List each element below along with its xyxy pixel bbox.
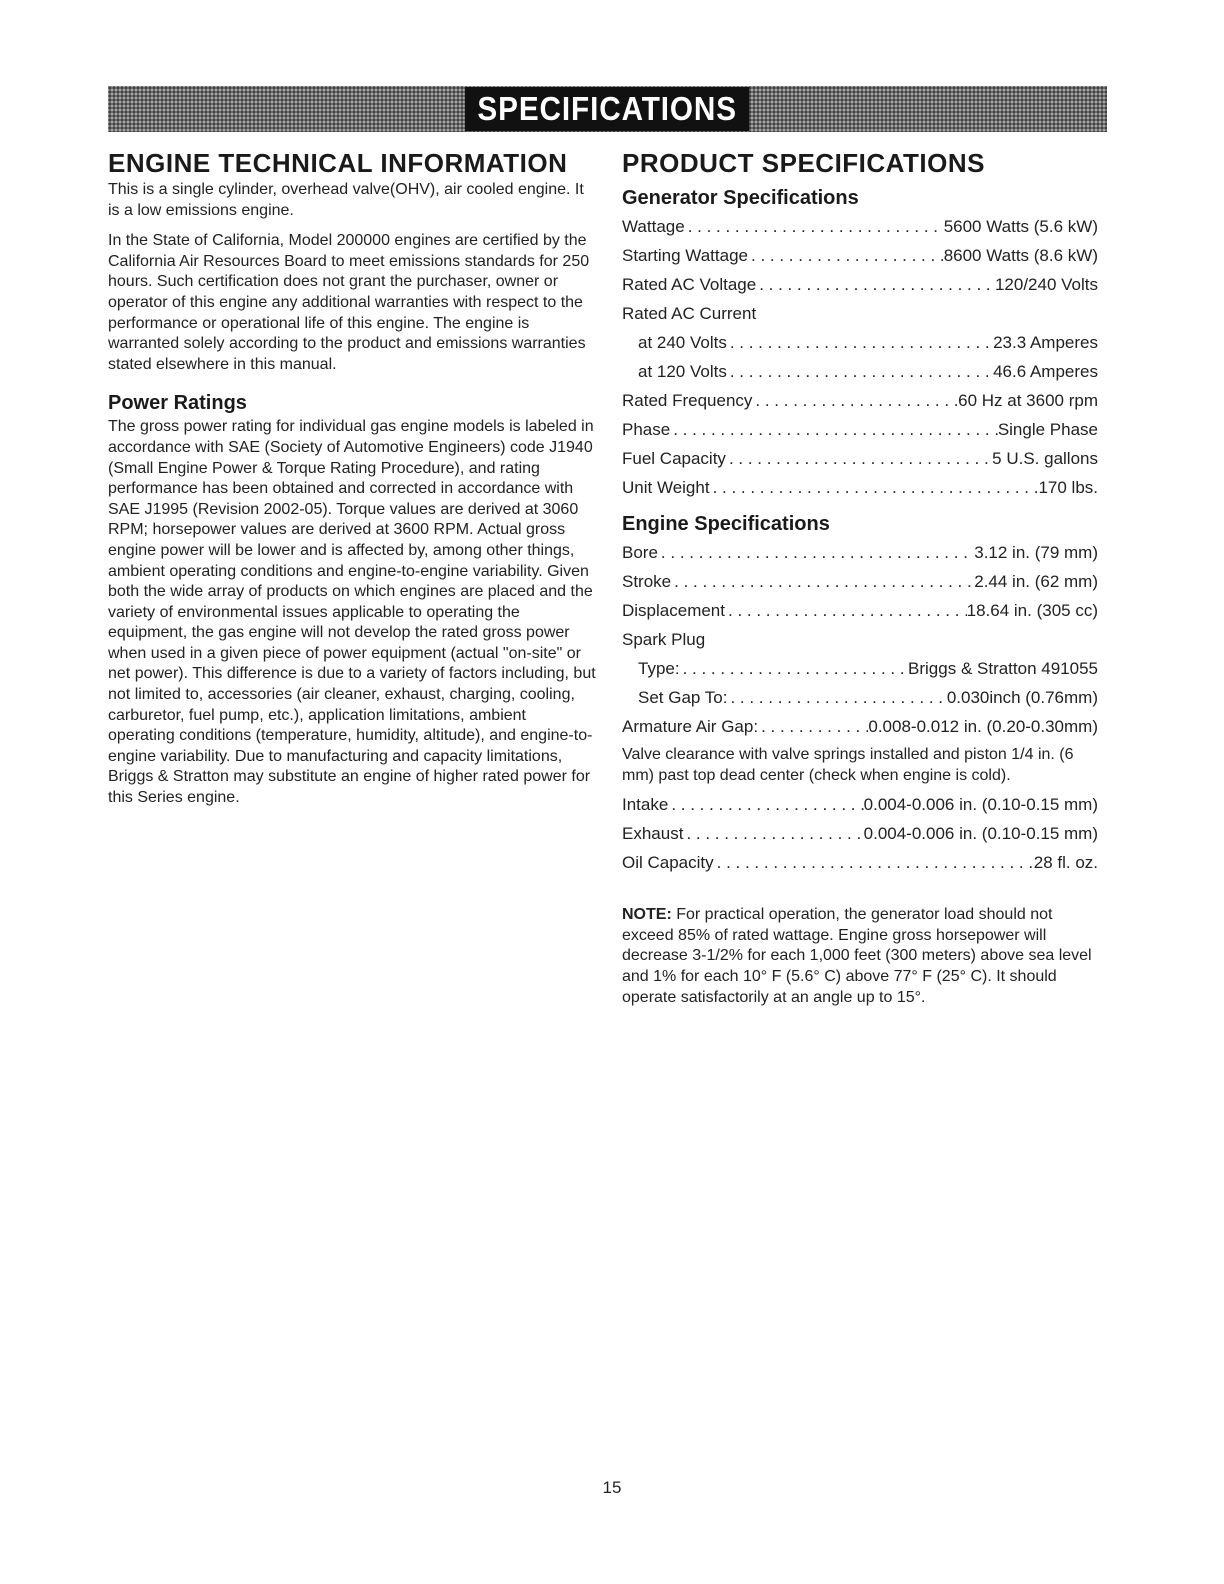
- spec-label: Rated AC Voltage: [622, 275, 757, 294]
- spec-value: 3.12 in. (79 mm): [974, 543, 1098, 562]
- spec-label: at 120 Volts: [638, 362, 727, 381]
- spec-value: Single Phase: [997, 420, 1098, 439]
- engine-technical-information-heading: ENGINE TECHNICAL INFORMATION: [108, 148, 568, 178]
- spec-row-stroke: [622, 567, 1098, 596]
- product-specifications-section: [622, 146, 1098, 1008]
- spec-row-armature-air-gap: [622, 712, 1098, 741]
- engine-spec-list: [622, 538, 1098, 877]
- dot-leader: [683, 819, 863, 848]
- engine-specifications-heading: Engine Specifications: [622, 513, 830, 535]
- spec-value: 8600 Watts (8.6 kW): [943, 246, 1098, 265]
- spec-value: 5 U.S. gallons: [992, 449, 1098, 468]
- spec-value: 18.64 in. (305 cc): [966, 601, 1098, 620]
- dot-leader: [710, 473, 1039, 502]
- spec-label: Stroke: [622, 572, 672, 591]
- spec-value: 2.44 in. (62 mm): [974, 572, 1098, 591]
- spec-row-fuel-capacity: [622, 444, 1098, 473]
- spec-value: 23.3 Amperes: [993, 333, 1098, 352]
- dot-leader: [748, 241, 944, 270]
- power-ratings-heading: Power Ratings: [108, 392, 247, 415]
- note-label: NOTE:: [622, 906, 672, 924]
- spec-value: 28 fl. oz.: [1033, 853, 1098, 873]
- product-specifications-heading: PRODUCT SPECIFICATIONS: [622, 148, 985, 178]
- spec-label: Type:: [638, 659, 680, 678]
- power-ratings-paragraph: The gross power rating for individual gas engine models is labeled in accordance with SAE (Society of Automotive Engineers) code J1940 (Small Engine Power & Torque Rating Procedure), and rating performance has been obtained and corrected in accordance with SAE J1995 (Revision 2002-05). Torque values are derived at 3060 RPM; horsepower values are derived at 3600 RPM. Actual gross engine power will be lower and is affected by, among other things, ambient operating conditions and engine-to-engine variability. Given both the wide array of products on which engines are placed and the variety of environmental issues applicable to operating the equipment, the gas engine will not develop the rated gross power when used in a given piece of power equipment (actual "on-site" or net power). This difference is due to a variety of factors including, but not limited to, accessories (air cleaner, exhaust, charging, cooling, carburetor, fuel pump, etc.), application limitations, ambient operating conditions (temperature, humidity, altitude), and engine-to-engine variability. Due to manufacturing and capacity limitations, Briggs & Stratton may substitute an engine of higher rated power for this Series engine.: [108, 418, 596, 807]
- dot-leader: [670, 415, 998, 444]
- engine-technical-information-section: [108, 146, 596, 809]
- spec-row-phase: [622, 415, 1098, 444]
- spec-label: Starting Wattage: [622, 246, 748, 265]
- spec-label: Wattage: [622, 217, 685, 236]
- dot-leader: [727, 357, 993, 386]
- dot-leader: [668, 790, 863, 819]
- spec-label: Phase: [622, 420, 671, 439]
- spark-plug-label: Spark Plug: [622, 630, 706, 649]
- spec-value: 120/240 Volts: [994, 275, 1098, 294]
- dot-leader: [727, 328, 993, 357]
- spec-label: Fuel Capacity: [622, 449, 726, 468]
- dot-leader: [714, 848, 1034, 877]
- spec-row-at-240-volts: [622, 328, 1098, 357]
- spec-row-wattage: [622, 212, 1098, 241]
- spec-value: 46.6 Amperes: [993, 362, 1098, 381]
- banner-title: SPECIFICATIONS: [465, 87, 750, 131]
- spec-label: Rated Frequency: [622, 391, 753, 410]
- spec-value: 0.030inch (0.76mm): [946, 688, 1098, 707]
- specifications-banner: [108, 86, 1107, 132]
- dot-leader: [680, 654, 908, 683]
- spec-label: Oil Capacity: [622, 853, 714, 873]
- spec-value: 0.004-0.006 in. (0.10-0.15 mm): [863, 824, 1098, 844]
- rated-ac-current-label: Rated AC Current: [622, 304, 757, 323]
- page-number: 15: [602, 1478, 622, 1497]
- spec-row-exhaust: [622, 819, 1098, 848]
- spec-label: at 240 Volts: [638, 333, 727, 352]
- spec-row-starting-wattage: [622, 241, 1098, 270]
- california-certification-paragraph: In the State of California, Model 200000 engines are certified by the California Air Resources Board to meet emissions standards for 250 hours. Such certification does not grant the purchaser, owner or operator of this engine any additional warranties with respect to the performance or operational life of this engine. The engine is warranted solely according to the product and emissions warranties stated elsewhere in this manual.: [108, 232, 590, 373]
- spec-label: Exhaust: [622, 824, 684, 844]
- spec-label: Unit Weight: [622, 478, 710, 497]
- generator-spec-list: [622, 212, 1098, 502]
- dot-leader: [727, 683, 946, 712]
- dot-leader: [758, 712, 868, 741]
- note-text: For practical operation, the generator load should not exceed 85% of rated wattage. Engine gross horsepower will decrease 3-1/2% for each 1,000 feet (300 meters) above sea level and 1% for each 10° F (5.6° C) above 77° F (25° C). It should operate satisfactorily at an angle up to 15°.: [622, 906, 1092, 1006]
- spec-value: 5600 Watts (5.6 kW): [943, 217, 1098, 236]
- spec-row-rated-frequency: [622, 386, 1098, 415]
- spec-value: Briggs & Stratton 491055: [908, 659, 1098, 678]
- generator-specifications-heading: Generator Specifications: [622, 187, 859, 209]
- spec-value: 60 Hz at 3600 rpm: [958, 391, 1098, 410]
- spec-row-oil-capacity: [622, 848, 1098, 877]
- dot-leader: [658, 538, 974, 567]
- dot-leader: [685, 212, 944, 241]
- dot-leader: [752, 386, 958, 415]
- spec-label: Armature Air Gap:: [622, 717, 759, 736]
- valve-clearance-note: Valve clearance with valve springs installed and piston 1/4 in. (6 mm) past top dead center (check when engine is cold).: [622, 746, 1074, 784]
- spec-row-at-120-volts: [622, 357, 1098, 386]
- spec-row-spark-plug-type: [622, 654, 1098, 683]
- spec-label: Set Gap To:: [638, 688, 728, 707]
- spec-row-bore: [622, 538, 1098, 567]
- dot-leader: [671, 567, 974, 596]
- spec-row-displacement: [622, 596, 1098, 625]
- engine-intro-paragraph: This is a single cylinder, overhead valve(OHV), air cooled engine. It is a low emissions engine.: [108, 181, 584, 219]
- spec-value: 170 lbs.: [1038, 478, 1098, 497]
- dot-leader: [756, 270, 995, 299]
- spec-value: 0.004-0.006 in. (0.10-0.15 mm): [863, 795, 1098, 815]
- operation-note: [622, 905, 1098, 1008]
- spec-label: Displacement: [622, 601, 725, 620]
- spec-row-unit-weight: [622, 473, 1098, 502]
- spec-row-rated-ac-voltage: [622, 270, 1098, 299]
- dot-leader: [726, 444, 992, 473]
- dot-leader: [725, 596, 967, 625]
- spec-label: Intake: [622, 795, 669, 815]
- spec-row-set-gap: [622, 683, 1098, 712]
- spec-row-intake: [622, 790, 1098, 819]
- spec-label: Bore: [622, 543, 658, 562]
- spec-value: 0.008-0.012 in. (0.20-0.30mm): [868, 717, 1098, 736]
